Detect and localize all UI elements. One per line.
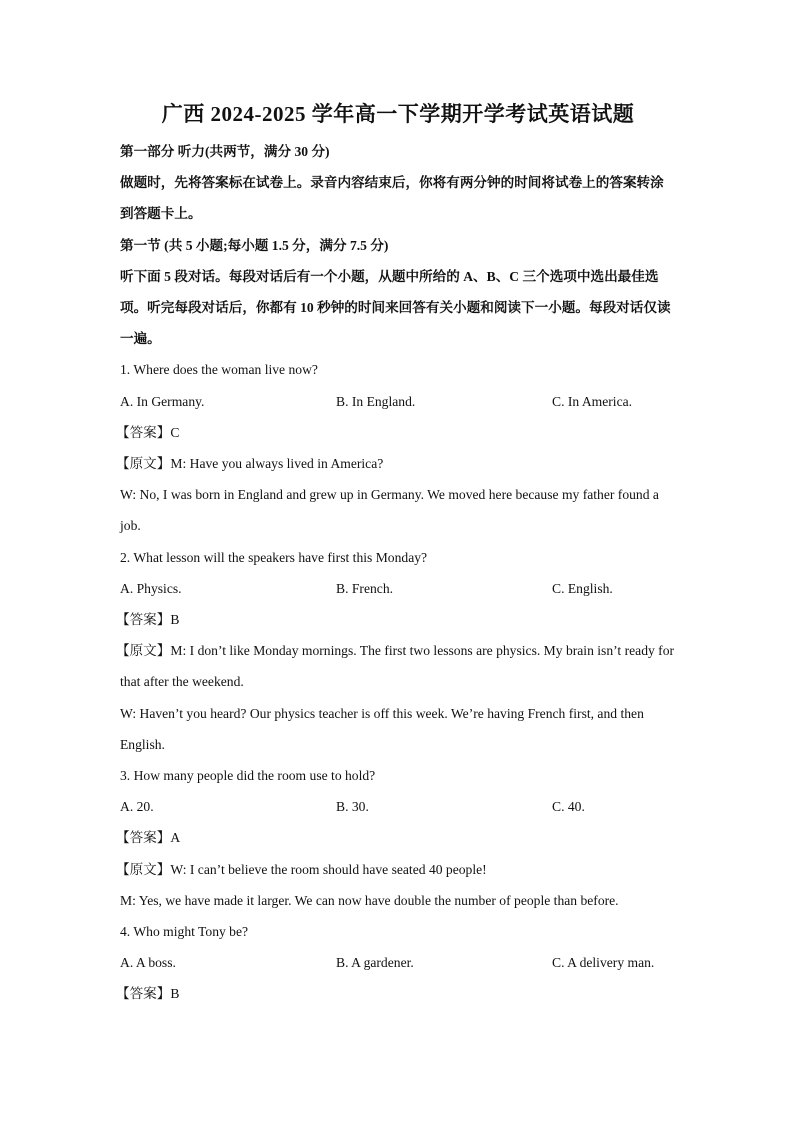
option-c: C. A delivery man. xyxy=(552,955,655,971)
option-b: B. A gardener. xyxy=(336,955,414,971)
answer-value: B xyxy=(170,986,180,1002)
option-a: A. 20. xyxy=(120,799,154,815)
question-3-options xyxy=(120,791,676,822)
transcript-label: 【原文】 xyxy=(116,861,171,877)
answer-label: 【答案】 xyxy=(116,830,171,846)
option-b: B. French. xyxy=(336,580,394,596)
transcript-label: 【原文】 xyxy=(116,643,171,659)
transcript-1-line-1 xyxy=(116,448,676,479)
transcript-text: M: I don’t like Monday mornings. The first two lessons are physics. My brain isn’t ready for that after the weekend. xyxy=(120,643,675,690)
option-a: A. Physics. xyxy=(120,580,182,596)
answer-1 xyxy=(116,417,676,448)
transcript-text: W: I can’t believe the room should have seated 40 people! xyxy=(170,861,487,877)
transcript-2-line-2: W: Haven’t you heard? Our physics teacher is off this week. We’re having French first, and then English. xyxy=(120,705,644,752)
question-2-options xyxy=(120,573,676,604)
transcript-3-line-1 xyxy=(116,854,676,885)
question-1: 1. Where does the woman live now? xyxy=(120,362,318,378)
option-a: A. In Germany. xyxy=(120,393,205,409)
option-c: C. English. xyxy=(552,580,613,596)
option-c: C. 40. xyxy=(552,799,585,815)
option-c: C. In America. xyxy=(552,393,633,409)
transcript-text: M: Have you always lived in America? xyxy=(170,456,384,472)
answer-label: 【答案】 xyxy=(116,986,171,1002)
transcript-2-line-1 xyxy=(116,635,676,697)
page-title: 广西 2024-2025 学年高一下学期开学考试英语试题 xyxy=(161,102,635,126)
section1-heading: 第一节 (共 5 小题;每小题 1.5 分，满分 7.5 分) xyxy=(120,237,389,253)
answer-label: 【答案】 xyxy=(116,612,171,628)
part1-heading: 第一部分 听力(共两节，满分 30 分) xyxy=(120,144,330,159)
answer-value: C xyxy=(170,424,180,440)
section1-instruction: 听下面 5 段对话。每段对话后有一个小题，从题中所给的 A、B、C 三个选项中选出最佳选项。听完每段对话后，你都有 10 秒钟的时间来回答有关小题和阅读下一小题。每段对话仅读一遍。 xyxy=(120,268,671,347)
transcript-3-line-2: M: Yes, we have made it larger. We can now have double the number of people than before. xyxy=(120,892,619,908)
option-b: B. In England. xyxy=(336,393,416,409)
answer-value: A xyxy=(170,830,181,846)
part1-instruction: 做题时，先将答案标在试卷上。录音内容结束后，你将有两分钟的时间将试卷上的答案转涂到答题卡上。 xyxy=(120,175,664,222)
option-a: A. A boss. xyxy=(120,955,176,971)
answer-3 xyxy=(116,822,676,853)
transcript-1-line-2: W: No, I was born in England and grew up in Germany. We moved here because my father found a job. xyxy=(120,487,659,534)
answer-label: 【答案】 xyxy=(116,424,171,440)
question-3: 3. How many people did the room use to hold? xyxy=(120,768,376,784)
answer-2 xyxy=(116,604,676,635)
question-4-options xyxy=(120,947,676,978)
answer-value: B xyxy=(170,612,180,628)
question-2: 2. What lesson will the speakers have first this Monday? xyxy=(120,549,428,565)
question-1-options xyxy=(120,386,676,417)
answer-4 xyxy=(116,978,676,1009)
document-page xyxy=(116,98,676,1010)
question-4: 4. Who might Tony be? xyxy=(120,924,249,940)
transcript-label: 【原文】 xyxy=(116,456,171,472)
option-b: B. 30. xyxy=(336,799,369,815)
